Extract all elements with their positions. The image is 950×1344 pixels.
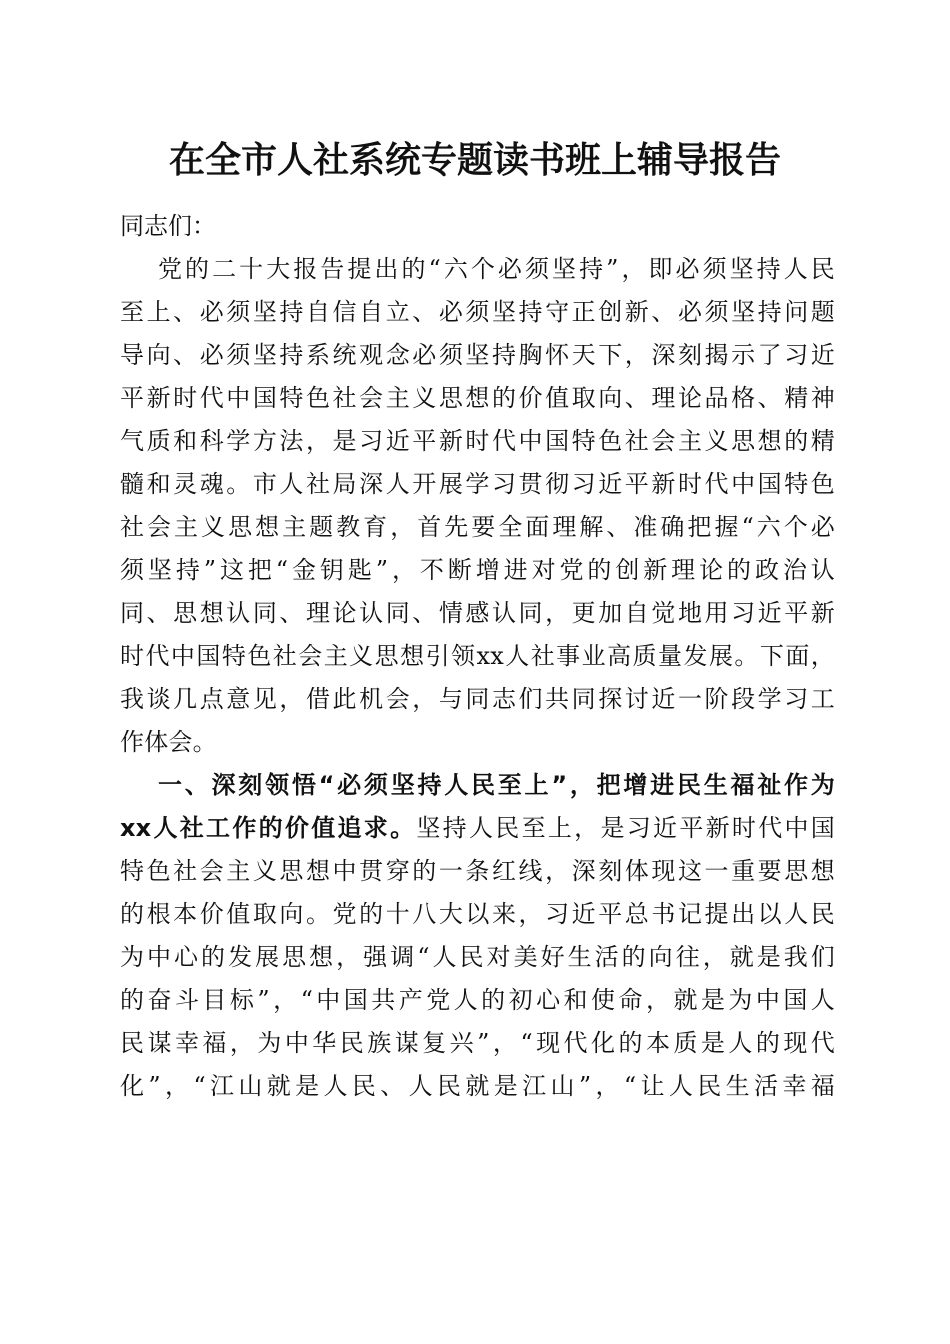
paragraph-line: 平新时代中国特色社会主义思想的价值取向、理论品格、精神 [120,384,835,412]
paragraph-line: 至上、必须坚持自信自立、必须坚持守正创新、必须坚持问题 [120,298,835,326]
paragraph-line: 特色社会主义思想中贯穿的一条红线，深刻体现这一重要思想 [120,857,835,885]
paragraph-section-one [120,764,835,1108]
paragraph-line: 气质和科学方法，是习近平新时代中国特色社会主义思想的精 [120,427,835,455]
paragraph-line: 的奋斗目标”，“中国共产党人的初心和使命，就是为中国人 [120,986,835,1014]
document-title: 在全市人社系统专题读书班上辅导报告 [168,139,781,181]
paragraph-line: 须坚持”这把“金钥匙”，不断增进对党的创新理论的政治认 [120,556,835,584]
paragraph-line: 社会主义思想主题教育，首先要全面理解、准确把握“六个必 [120,513,835,541]
section-heading-line: 一、深刻领悟“必须坚持人民至上”，把增进民生福祉作为 [158,771,835,799]
paragraph-line: 民谋幸福，为中华民族谋复兴”，“现代化的本质是人的现代 [120,1029,835,1057]
paragraph-line: 作体会。 [120,728,217,756]
paragraph-line: 导向、必须坚持系统观念必须坚持胸怀天下，深刻揭示了习近 [120,341,835,369]
salutation: 同志们： [120,212,216,240]
section-heading-continuation: xx人社工作的价值追求。 [120,814,417,842]
paragraph-line: 我谈几点意见，借此机会，与同志们共同探讨近一阶段学习工 [120,685,835,713]
document-body [120,205,835,1108]
paragraph-line: 同、思想认同、理论认同、情感认同，更加自觉地用习近平新 [120,599,835,627]
paragraph-line [120,807,835,850]
paragraph-line: 髓和灵魂。市人社局深人开展学习贯彻习近平新时代中国特色 [120,470,835,498]
paragraph-line: 党的二十大报告提出的“六个必须坚持”，即必须坚持人民 [158,255,835,283]
paragraph-line: 时代中国特色社会主义思想引领xx人社事业高质量发展。下面， [120,642,835,670]
paragraph-intro [120,248,835,764]
paragraph-line: 为中心的发展思想，强调“人民对美好生活的向往，就是我们 [120,943,835,971]
paragraph-line: 的根本价值取向。党的十八大以来，习近平总书记提出以人民 [120,900,835,928]
paragraph-line: 化”，“江山就是人民、人民就是江山”，“让人民生活幸福 [120,1072,835,1100]
paragraph-line-rest: 坚持人民至上，是习近平新时代中国 [416,814,835,842]
